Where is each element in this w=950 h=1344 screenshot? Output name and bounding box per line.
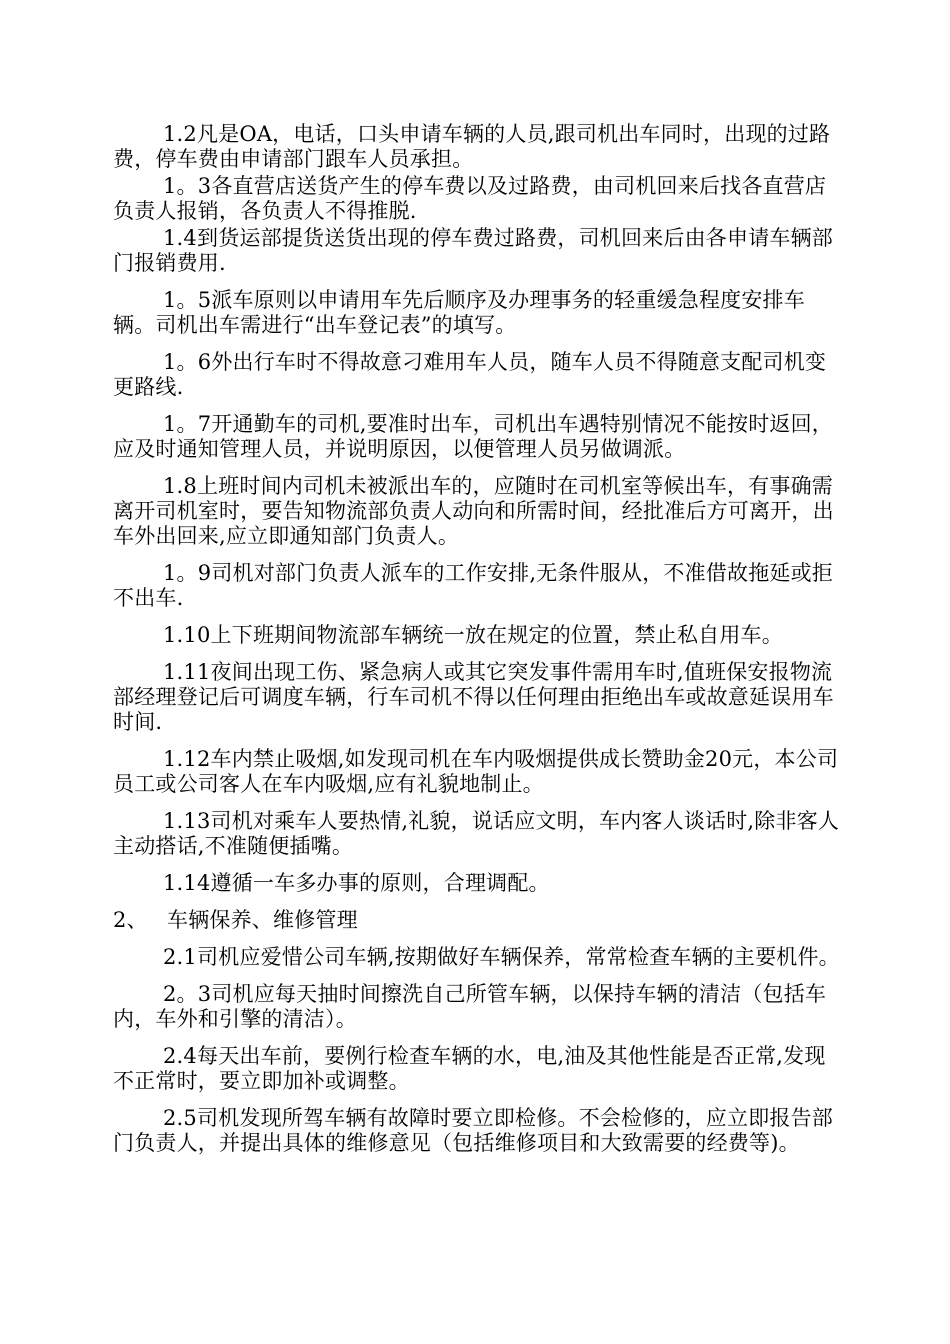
paragraph-1-14: 1.14遵循一车多办事的原则，合理调配。 — [163, 871, 550, 895]
section-2-heading — [113, 908, 840, 933]
section-2-title: 车辆保养、维修管理 — [167, 908, 358, 932]
paragraph-1-4: 1.4到货运部提货送货出现的停车费过路费，司机回来后由各申请车辆部门报销费用. — [113, 226, 833, 275]
section-2-number: 2、 — [113, 908, 148, 932]
paragraph-1-6: 1。6外出行车时不得故意刁难用车人员，随车人员不得随意支配司机变更路线. — [113, 350, 827, 399]
paragraph-1-8: 1.8上班时间内司机未被派出车的，应随时在司机室等候出车，有事确需离开司机室时，要告知物流部负责人动向和所需时间，经批准后方可离开，出车外出回来,应立即通知部门负责人。 — [113, 474, 834, 548]
paragraph-1-12: 1.12车内禁止吸烟,如发现司机在车内吸烟提供成长赞助金20元，本公司员工或公司客人在车内吸烟,应有礼貌地制止。 — [113, 747, 839, 796]
paragraph-2-1: 2.1司机应爱惜公司车辆,按期做好车辆保养，常常检查车辆的主要机件。 — [163, 945, 840, 969]
document-body — [113, 122, 840, 1168]
paragraph-2-4: 2.4每天出车前，要例行检查车辆的水，电,油及其他性能是否正常,发现不正常时，要立即加补或调整。 — [113, 1044, 826, 1093]
paragraph-1-13: 1.13司机对乘车人要热情,礼貌，说话应文明，车内客人谈话时,除非客人主动搭话,不准随便插嘴。 — [113, 809, 840, 858]
paragraph-1-10: 1.10上下班期间物流部车辆统一放在规定的位置，禁止私自用车。 — [163, 623, 783, 647]
paragraph-1-9: 1。9司机对部门负责人派车的工作安排,无条件服从，不准借故拖延或拒不出车. — [113, 561, 833, 610]
paragraph-1-11: 1.11夜间出现工伤、紧急病人或其它突发事件需用车时,值班保安报物流部经理登记后可调度车辆，行车司机不得以任何理由拒绝出车或故意延误用车时间. — [113, 660, 834, 734]
paragraph-1-5: 1。5派车原则以申请用车先后顺序及办理事务的轻重缓急程度安排车辆。司机出车需进行“出车登记表”的填写。 — [113, 288, 805, 337]
paragraph-2-5: 2.5司机发现所驾车辆有故障时要立即检修。不会检修的，应立即报告部门负责人，并提出具体的维修意见（包括维修项目和大致需要的经费等)。 — [113, 1106, 833, 1155]
paragraph-1-2: 1.2凡是OA，电话，口头申请车辆的人员,跟司机出车同时，出现的过路费，停车费由申请部门跟车人员承担。 — [113, 122, 831, 171]
paragraph-1-7: 1。7开通勤车的司机,要准时出车，司机出车遇特别情况不能按时返回，应及时通知管理人员，并说明原因，以便管理人员另做调派。 — [113, 412, 833, 461]
paragraph-1-3: 1。3各直营店送货产生的停车费以及过路费，由司机回来后找各直营店负责人报销，各负责人不得推脱. — [113, 174, 827, 223]
paragraph-2-3: 2。3司机应每天抽时间擦洗自己所管车辆，以保持车辆的清洁（包括车内，车外和引擎的清洁）。 — [113, 982, 827, 1031]
